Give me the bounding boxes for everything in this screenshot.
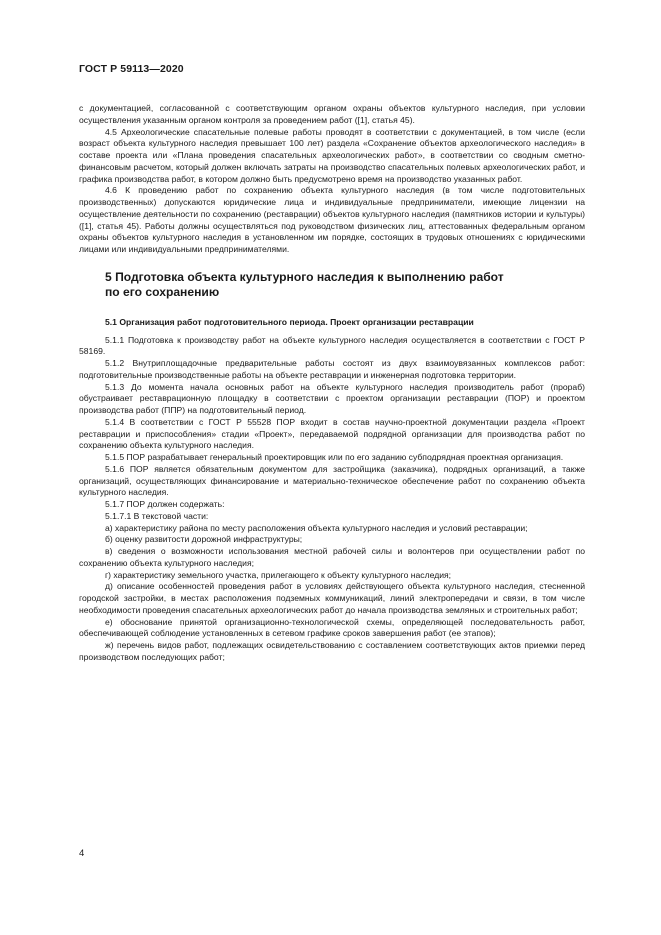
document-header: ГОСТ Р 59113—2020 [79, 63, 184, 75]
section-title-line2: по его сохранению [105, 285, 220, 300]
section-title [105, 270, 585, 301]
document-body [79, 103, 585, 664]
list-item: 5.1.1 Подготовка к производству работ на объекте культурного наследия осуществляется в соответствии с ГОСТ Р 58169. [79, 334, 585, 357]
list-item: 5.1.7.1 В текстовой части: [105, 510, 209, 521]
list-item: 5.1.4 В соответствии с ГОСТ Р 55528 ПОР входит в состав научно-проектной документации раздела «Проект реставрации и приспособления» стадии «Проект», передаваемой подрядной организации для производства работ по сохранению объекта культурного наследия. [79, 416, 585, 451]
list-item: ж) перечень видов работ, подлежащих освидетельствованию с составлением соответствующих актов приемки перед производством последующих работ; [79, 640, 585, 662]
paragraph: 4.6 К проведению работ по сохранению объекта культурного наследия (в том числе подготовительных производственных) допускаются юридические лица и индивидуальные предприниматели, имеющие лицензии на осуществление деятельности по сохранению (реставрации) объектов культурного наследия (памятников истории и культуры) ([1], статья 45). Работы должны осуществляться под руководством физических лиц, аттестованных федеральным органом охраны объектов культурного наследия в установленном им порядке, состоящих в трудовых отношениях с юридическими лицами или индивидуальными предпринимателями. [79, 185, 585, 254]
list-item: д) описание особенностей проведения работ в условиях действующего объекта культурного наследия, стесненной городской застройки, в местах расположения подземных коммуникаций, линий электропередачи и связи, в том числе необходимости проведения спасательных археологических работ до начала производства земляных и строительных работ; [79, 581, 585, 615]
list-item: 5.1.3 До момента начала основных работ на объекте культурного наследия производитель работ (прораб) обустраивает реставрационную площадку в соответствии с проектом организации реставрации (ПОР) и проектом производства работ (ППР) на подготовительный период. [79, 381, 585, 415]
list-item: е) обоснование принятой организационно-технологической схемы, определяющей последовательность работ, обеспечивающей соблюдение установленных в сетевом графике сроков завершения работ (ее этапов); [79, 616, 585, 639]
list-item: 5.1.5 ПОР разрабатывает генеральный проектировщик или по его заданию субподрядная проектная организация. [105, 452, 564, 462]
list-item: 5.1.2 Внутриплощадочные предварительные работы состоят из двух взаимоувязанных комплексов работ: подготовительные производственные работы на объекте реставрации и инженерная подготовка территории. [79, 358, 585, 380]
list-item: в) сведения о возможности использования местной рабочей силы и волонтеров при осуществлении работ по сохранению объекта культурного наследия; [79, 546, 585, 568]
paragraph: 4.5 Археологические спасательные полевые работы проводят в соответствии с документацией, в том числе (если возраст объекта культурного наследия превышает 100 лет) раздела «Сохранение объектов археологического наследия» в составе проекта или «Плана проведения спасательных археологических работ», в соответствии со сводным сметно-финансовым расчетом, который должен включать затраты на производство спасательных полевых археологических работ, и графика производства работ, в котором должно быть предусмотрено время на производство указанных работ. [79, 126, 585, 184]
list-item: г) характеристику земельного участка, прилегающего к объекту культурного наследия; [105, 569, 452, 580]
section-title-line1: 5 Подготовка объекта культурного наследия к выполнению работ [105, 269, 504, 284]
subsection-title: 5.1 Организация работ подготовительного периода. Проект организации реставрации [105, 316, 474, 327]
list-item: б) оценку развитости дорожной инфраструктуры; [105, 534, 303, 545]
paragraph: с документацией, согласованной с соответствующим органом охраны объектов культурного наследия, при условии осуществления указанным органом контроля за проведением работ ([1], статья 45). [79, 103, 585, 125]
page-number: 4 [79, 848, 85, 859]
list-item: а) характеристику района по месту расположения объекта культурного наследия и условий реставрации; [105, 522, 528, 533]
list-item: 5.1.6 ПОР является обязательным документом для застройщика (заказчика), подрядных организаций, а также организаций, осуществляющих финансирование и материально-техническое обеспечение работ по сохранению объекта культурного наследия. [79, 463, 585, 498]
list-item: 5.1.7 ПОР должен содержать: [105, 499, 225, 509]
